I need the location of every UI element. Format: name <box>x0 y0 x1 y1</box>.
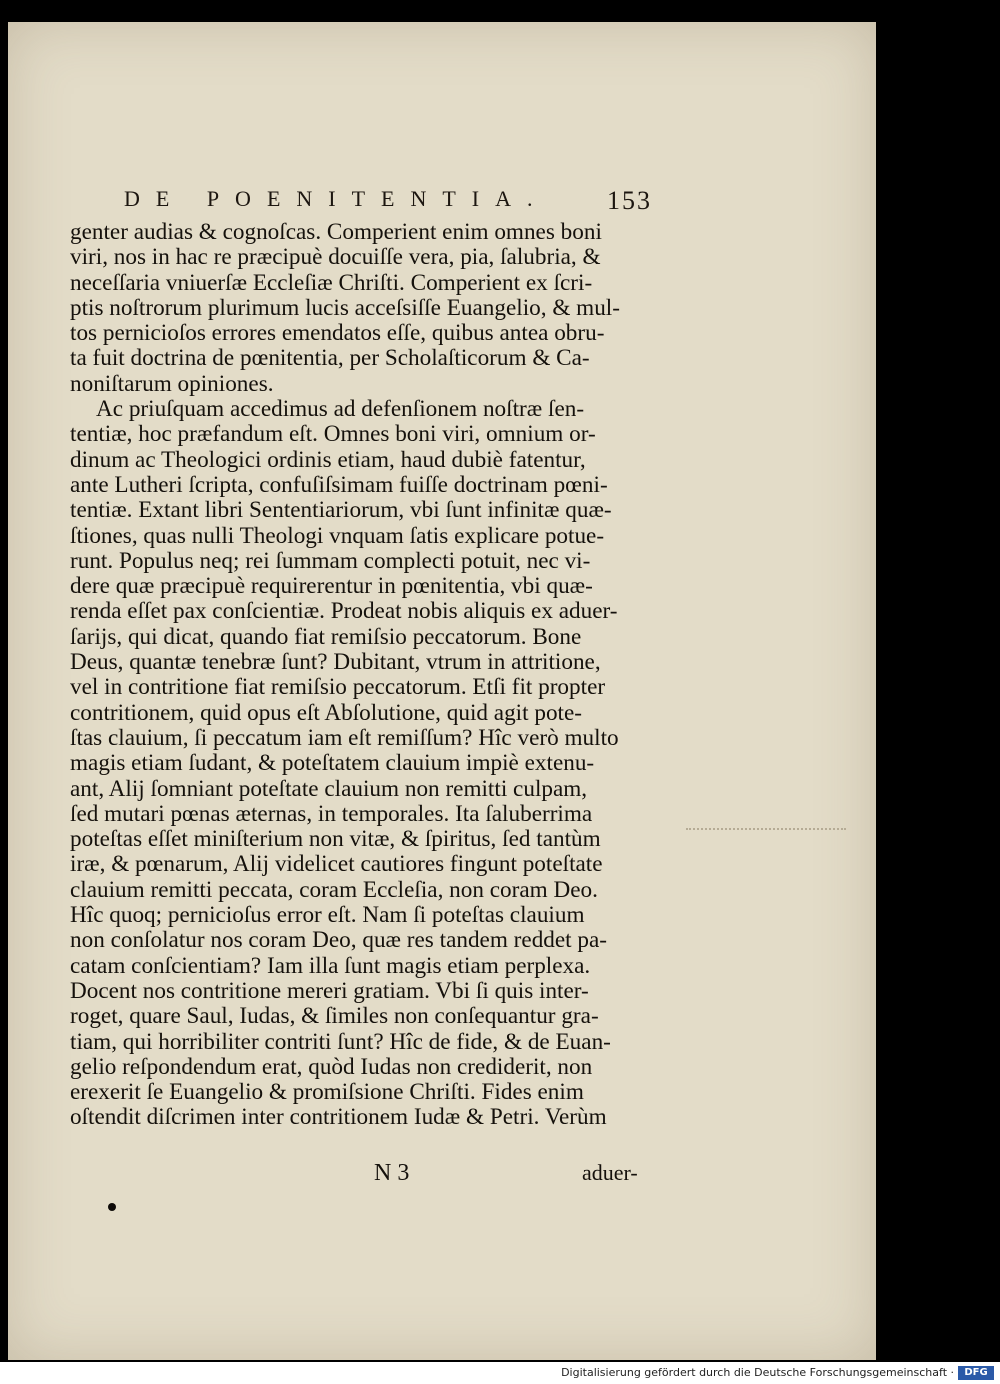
text-line: ante Lutheri ſcripta, confuſiſsimam fuiſſe doctrinam pœni- <box>70 472 608 498</box>
text-line: roget, quare Saul, Iudas, & ſimiles non conſequantur gra- <box>70 1004 599 1030</box>
text-line: runt. Populus neq; rei ſummam complecti potuit, nec vi- <box>70 548 591 574</box>
text-line: oſtendit diſcrimen inter contritionem Iudæ & Petri. Verùm <box>70 1105 607 1131</box>
text-line: Hîc quoq; pernicioſus error eſt. Nam ſi poteſtas clauium <box>70 903 585 929</box>
text-line: non conſolatur nos coram Deo, quæ res tandem reddet pa- <box>70 928 608 954</box>
book-page <box>8 22 876 1360</box>
paragraph-start-line: Ac priuſquam accedimus ad defenſionem noſtræ ſen- <box>96 397 585 423</box>
text-line: Docent nos contritione mereri gratiam. Vbi ſi quis inter- <box>70 978 589 1004</box>
text-line: tos pernicioſos errores emendatos eſſe, quibus antea obru- <box>70 321 605 347</box>
text-line: clauium remitti peccata, coram Eccleſia, non coram Deo. <box>70 877 598 903</box>
ink-dot <box>108 1203 116 1211</box>
text-line: erexerit ſe Euangelio & promiſsione Chriſti. Fides enim <box>70 1080 584 1106</box>
text-line: renda eſſet pax conſcientiæ. Prodeat nobis aliquis ex aduer- <box>70 599 618 625</box>
text-line: dere quæ præcipuè requirerentur in pœnitentia, vbi quæ- <box>70 574 593 600</box>
text-line: iræ, & pœnarum, Alij videlicet cautiores fingunt poteſtate <box>70 852 603 878</box>
text-line: ſarijs, qui dicat, quando fiat remiſsio peccatorum. Bone <box>70 624 582 650</box>
text-line: gelio reſpondendum erat, quòd Iudas non crediderit, non <box>70 1054 593 1080</box>
funding-footer <box>0 1362 1000 1384</box>
running-head <box>124 186 652 216</box>
margin-dotted-line <box>686 828 846 830</box>
text-line: ſtiones, quas nulli Theologi vnquam ſatis explicare potue- <box>70 523 605 549</box>
text-line: catam conſcientiam? Iam illa ſunt magis etiam perplexa. <box>70 953 591 979</box>
text-line: tentiæ, hoc præfandum eſt. Omnes boni viri, omnium or- <box>70 422 596 448</box>
text-line: tentiæ. Extant libri Sententiariorum, vbi ſunt infinitæ quæ- <box>70 498 612 524</box>
running-title: DE POENITENTIA. <box>124 186 549 211</box>
text-line: genter audias & cognoſcas. Comperient enim omnes boni <box>70 220 602 245</box>
text-line: poteſtas eſſet miniſterium non vitæ, & ſpiritus, ſed tantùm <box>70 827 601 853</box>
funding-text: Digitalisierung gefördert durch die Deutsche Forschungsgemeinschaft · <box>561 1366 954 1379</box>
text-line: noniſtarum opiniones. <box>70 371 274 397</box>
text-line: neceſſaria vniuerſæ Eccleſiæ Chriſti. Comperient ex ſcri- <box>70 270 593 296</box>
text-line: ta fuit doctrina de pœnitentia, per Scholaſticorum & Ca- <box>70 346 590 372</box>
text-line: contritionem, quid opus eſt Abſolutione, quid agit pote- <box>70 700 582 726</box>
text-line: ſtas clauium, ſi peccatum iam eſt remiſſum? Hîc verò multo <box>70 725 619 751</box>
text-line: vel in contritione fiat remiſsio peccatorum. Etſi fit propter <box>70 675 606 701</box>
text-line: tiam, qui horribiliter contriti ſunt? Hîc de fide, & de Euan- <box>70 1029 611 1055</box>
text-line: ptis noſtrorum plurimum lucis acceſsiſſe Euangelio, & mul- <box>70 295 620 321</box>
text-line: magis etiam ſudant, & poteſtatem clauium impiè extenu- <box>70 751 595 777</box>
text-line: Deus, quantæ tenebræ ſunt? Dubitant, vtrum in attritione, <box>70 650 601 676</box>
text-line: viri, nos in hac re præcipuè docuiſſe vera, pia, ſalubria, & <box>70 245 601 271</box>
body-text <box>70 220 654 1131</box>
catchword: aduer- <box>582 1160 638 1185</box>
text-line: ſed mutari pœnas æternas, in temporales. Ita ſaluberrima <box>70 801 593 827</box>
text-line: dinum ac Theologici ordinis etiam, haud dubiè fatentur, <box>70 447 586 473</box>
signature-mark: N 3 <box>374 1160 410 1186</box>
page-number: 153 <box>607 186 652 215</box>
text-line: ant, Alij ſomniant poteſtate clauium non remitti culpam, <box>70 776 588 802</box>
dfg-logo-icon: DFG <box>958 1366 994 1380</box>
